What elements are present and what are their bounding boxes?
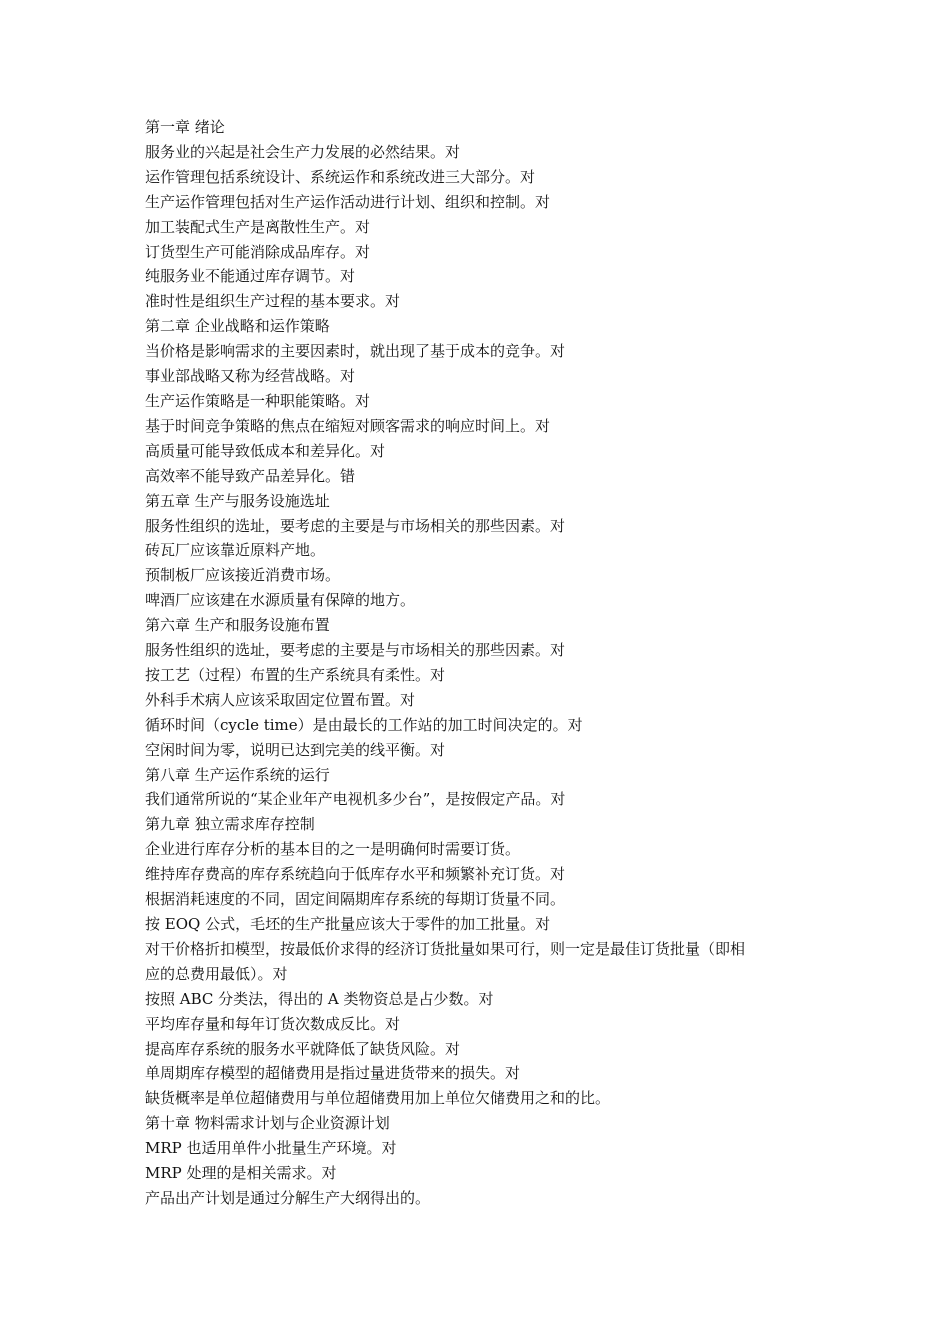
chapter-heading: 第二章 企业战略和运作策略: [145, 317, 330, 336]
statement-line: 单周期库存模型的超储费用是指过量进货带来的损失。对: [145, 1064, 521, 1083]
statement-line: 服务性组织的选址，要考虑的主要是与市场相关的那些因素。对: [145, 516, 566, 535]
statement-line: MRP 也适用单件小批量生产环境。对: [145, 1139, 397, 1158]
statement-line: 预制板厂应该接近消费市场。: [145, 566, 341, 585]
statement-line: 砖瓦厂应该靠近原料产地。: [145, 541, 326, 560]
statement-line: 纯服务业不能通过库存调节。对: [145, 267, 356, 286]
statement-line: 事业部战略又称为经营战略。对: [145, 367, 356, 386]
statement-line: 缺货概率是单位超储费用与单位超储费用加上单位欠储费用之和的比。: [145, 1089, 611, 1108]
statement-line: 根据消耗速度的不同，固定间隔期库存系统的每期订货量不同。: [145, 890, 566, 909]
statement-line: 提高库存系统的服务水平就降低了缺货风险。对: [145, 1039, 461, 1058]
statement-line: 生产运作策略是一种职能策略。对: [145, 391, 371, 410]
statement-line: 外科手术病人应该采取固定位置布置。对: [145, 690, 416, 709]
chapter-heading: 第九章 独立需求库存控制: [145, 815, 315, 834]
statement-line: 运作管理包括系统设计、系统运作和系统改进三大部分。对: [145, 167, 536, 186]
statement-line: 基于时间竞争策略的焦点在缩短对顾客需求的响应时间上。对: [145, 416, 551, 435]
statement-line: 按照 ABC 分类法，得出的 A 类物资总是占少数。对: [145, 989, 494, 1008]
chapter-heading: 第八章 生产运作系统的运行: [145, 765, 330, 784]
statement-line: MRP 处理的是相关需求。对: [145, 1164, 337, 1183]
statement-line: 加工装配式生产是离散性生产。对: [145, 217, 371, 236]
statement-line: 应的总费用最低）。对: [145, 964, 288, 983]
statement-line: 循环时间（cycle time）是由最长的工作站的加工时间决定的。对: [145, 715, 583, 734]
statement-line: 按 EOQ 公式，毛坯的生产批量应该大于零件的加工批量。对: [145, 915, 551, 933]
statement-line: 服务性组织的选址，要考虑的主要是与市场相关的那些因素。对: [145, 641, 566, 660]
chapter-heading: 第一章 绪论: [145, 118, 225, 136]
statement-line: 维持库存费高的库存系统趋向于低库存水平和频繁补充订货。对: [145, 865, 566, 884]
statement-line: 高质量可能导致低成本和差异化。对: [145, 441, 386, 460]
chapter-heading: 第十章 物料需求计划与企业资源计划: [145, 1114, 390, 1133]
statement-line: 产品出产计划是通过分解生产大纲得出的。: [145, 1188, 431, 1207]
statement-line: 啤酒厂应该建在水源质量有保障的地方。: [145, 591, 416, 610]
statement-line: 当价格是影响需求的主要因素时，就出现了基于成本的竞争。对: [145, 342, 566, 361]
chapter-heading: 第六章 生产和服务设施布置: [145, 616, 330, 635]
statement-line: 高效率不能导致产品差异化。错: [145, 466, 356, 485]
statement-line: 企业进行库存分析的基本目的之一是明确何时需要订货。: [145, 840, 521, 859]
statement-line: 空闲时间为零，说明已达到完美的线平衡。对: [145, 740, 446, 759]
chapter-heading: 第五章 生产与服务设施选址: [145, 491, 330, 510]
statement-line: 准时性是组织生产过程的基本要求。对: [145, 292, 401, 311]
statement-line: 订货型生产可能消除成品库存。对: [145, 242, 371, 261]
statement-line: 平均库存量和每年订货次数成反比。对: [145, 1014, 401, 1033]
statement-line: 生产运作管理包括对生产运作活动进行计划、组织和控制。对: [145, 192, 551, 211]
document-body: [145, 115, 815, 1211]
statement-line: 对干价格折扣模型，按最低价求得的经济订货批量如果可行，则一定是最佳订货批量（即相: [145, 939, 746, 958]
statement-line: 按工艺（过程）布置的生产系统具有柔性。对: [145, 665, 446, 684]
statement-line: 我们通常所说的“某企业年产电视机多少台”，是按假定产品。对: [145, 790, 566, 809]
statement-line: 服务业的兴起是社会生产力发展的必然结果。对: [145, 142, 461, 161]
